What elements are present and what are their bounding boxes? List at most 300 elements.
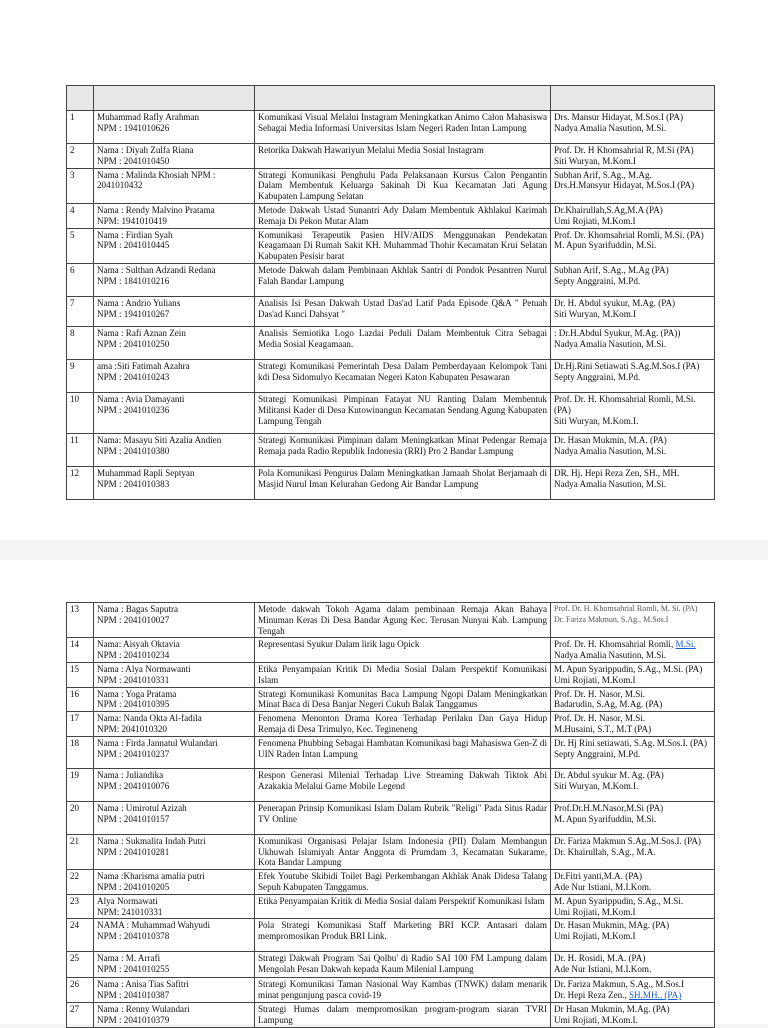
- student-name: Nama : Umirotul Azizah: [97, 802, 187, 813]
- advisor-text: Siti Wuryan, M.Kom.I.: [554, 780, 639, 791]
- advisors-cell: [551, 870, 715, 895]
- thesis-table-2: [66, 602, 715, 1028]
- student-cell: [94, 203, 255, 228]
- advisors-cell: [551, 603, 715, 638]
- student-name: Nama : Andrio Yulians: [97, 297, 181, 308]
- advisor-name: [554, 882, 711, 893]
- advisor-name: [554, 738, 711, 749]
- student-name: Nama: Aisyah Oktavia: [97, 639, 180, 650]
- advisors-cell: [551, 801, 715, 834]
- advisor-name: [554, 479, 711, 490]
- advisor-name: [554, 931, 711, 942]
- advisor-name: [554, 112, 711, 123]
- table-row: [67, 978, 715, 1003]
- advisor-text: Dr. Hj Rini setiawati, S.Ag. M.Sos.I. (PA): [554, 737, 708, 748]
- advisor-text: Drs.H.Mansyur Hidayat, M.Sos.I (PA): [554, 180, 695, 191]
- student-npm: NPM : 2041010445: [97, 240, 170, 251]
- advisor-name: [554, 205, 711, 216]
- advisor-name: [554, 145, 711, 156]
- table-row: [67, 768, 715, 801]
- student-name: Nama : M. Arrafi: [97, 953, 161, 964]
- thesis-title: Metode Dakwah Ustad Sunantri Ady Dalam Membentuk Akhlakul Karimah Remaja Di Pekon Mutar Alam: [255, 203, 551, 228]
- student-npm: NPM : 2041010450: [97, 155, 170, 166]
- student-npm: NPM : 2041010234: [97, 650, 170, 661]
- row-number: 23: [67, 894, 94, 919]
- table-row: [67, 263, 715, 296]
- advisor-name: [554, 847, 711, 858]
- student-npm: NPM: 241010331: [97, 906, 163, 917]
- student-npm: NPM : 1841010216: [97, 275, 170, 286]
- advisor-text: Siti Wuryan, M.Kom.I: [554, 308, 637, 319]
- advisors-cell: [551, 144, 715, 169]
- student-cell: [94, 228, 255, 263]
- student-name: Nama: Nanda Okta Al-fadila: [97, 713, 202, 724]
- row-number: 19: [67, 768, 94, 801]
- advisor-name: [554, 604, 711, 615]
- thesis-title: Fenomena Menonton Drama Korea Terhadap Perilaku Dan Gaya Hidup Remaja di Desa Trimulyo, Kec. Tegineneng: [255, 712, 551, 737]
- student-npm: NPM : 2041010157: [97, 813, 170, 824]
- advisor-link[interactable]: M.Si.: [675, 639, 696, 650]
- advisor-text: Prof. Dr. Khomsahrial Romli, M.Si. (PA): [554, 229, 704, 240]
- advisor-name: [554, 405, 711, 416]
- student-name: Nama : Rendy Malvino Pratama: [97, 204, 215, 215]
- advisor-name: [554, 675, 711, 686]
- advisor-name: [554, 664, 711, 675]
- advisor-text: Umi Rojiati, M.Kom.I: [554, 931, 636, 942]
- student-cell: [94, 433, 255, 466]
- thesis-title: Representasi Syukur Dalam lirik lagu Opick: [255, 638, 551, 663]
- thesis-title: Penerapan Prinsip Komunikasi Islam Dalam Rubrik "Religi" Pada Situs Radar TV Online: [255, 801, 551, 834]
- advisor-name: [554, 339, 711, 350]
- advisor-name: [554, 699, 711, 710]
- advisors-cell: [551, 326, 715, 359]
- student-name: Nama : Bagas Saputra: [97, 604, 179, 614]
- student-name: Nama : Firdian Syah: [97, 229, 173, 240]
- student-cell: [94, 952, 255, 978]
- advisor-name: [554, 276, 711, 287]
- advisors-cell: [551, 712, 715, 737]
- thesis-title: Strategi Komunikasi Pimpinan dalam Meningkatkan Minat Pedengar Remaja Remaja pada Radio Republik Indonesia (RRI) Pro 2 Bandar Lampung: [255, 433, 551, 466]
- student-cell: [94, 687, 255, 712]
- thesis-title: Etika Penyampaian Kritik Di Media Sosial Dalam Perspektif Komunikasi Islam: [255, 662, 551, 687]
- student-name: Muhammad Rapli Septyan: [97, 467, 195, 478]
- row-number: 27: [67, 1002, 94, 1027]
- thesis-title: Komunikasi Organisasi Pelajar Islam Indonesia (PII) Dalam Membangun Ukhuwah Islamiyah Antar Anggota di Prumdam 3, Kecamatan Sukarame, Kota Bandar Lampung: [255, 834, 551, 869]
- student-cell: [94, 662, 255, 687]
- row-number: 12: [67, 466, 94, 499]
- advisor-name: [554, 770, 711, 781]
- advisor-text: Prof. Dr. H. Nasor, M.Si.: [554, 713, 646, 724]
- table-row: [67, 736, 715, 768]
- table-row: [67, 392, 715, 433]
- thesis-title: Strategi Komunikasi Komunitas Baca Lampung Ngopi Dalam Meningkatkan Minat Baca di Desa Banjar Negeri Cukuh Balak Tanggamus: [255, 687, 551, 712]
- document-page-2: [0, 560, 768, 1024]
- advisor-name: [554, 240, 711, 251]
- thesis-table-1: [66, 85, 715, 500]
- advisor-name: [554, 416, 711, 427]
- advisor-name: [554, 615, 711, 626]
- student-name: Nama : Alya Normawanti: [97, 663, 191, 674]
- student-npm: NPM : 2041010383: [97, 478, 170, 489]
- thesis-title: Fenomena Phubbing Sebagai Hambatan Komunikasi bagi Mahasiswa Gen-Z di UIN Raden Intan Lampung: [255, 736, 551, 768]
- advisors-cell: [551, 834, 715, 869]
- advisors-cell: [551, 919, 715, 952]
- row-number: 4: [67, 203, 94, 228]
- advisor-name: [554, 230, 711, 241]
- table-row: [67, 834, 715, 869]
- advisors-cell: [551, 662, 715, 687]
- table-row: [67, 144, 715, 169]
- advisors-cell: [551, 768, 715, 801]
- thesis-title: Respon Generasi Milenial Terhadap Live Streaming Dakwah Tiktok Abi Azakakia Melalui Game Mobile Legend: [255, 768, 551, 801]
- advisor-name: [554, 361, 711, 372]
- student-cell: [94, 638, 255, 663]
- row-number: 18: [67, 736, 94, 768]
- thesis-title: Analisis Semiotika Logo Lazdai Peduli Dalam Membentuk Citra Sebagai Media Sosial Keagamaan.: [255, 326, 551, 359]
- table-row: [67, 603, 715, 638]
- advisors-cell: [551, 736, 715, 768]
- advisor-name: [554, 446, 711, 457]
- student-cell: [94, 736, 255, 768]
- row-number: 2: [67, 144, 94, 169]
- student-name: Nama : Firda Jannatul Wulandari: [97, 737, 218, 748]
- advisor-text: M. Apun Syarifuddin, M.Si.: [554, 240, 657, 251]
- advisor-text: Dr.Fitri yanti,M.A. (PA): [554, 871, 643, 882]
- advisors-cell: [551, 228, 715, 263]
- advisor-text: Dr. Hasan Mukmin, M.A. (PA): [554, 434, 667, 445]
- advisor-text: Dr. Hasan Mukmin, MAg. (PA): [554, 920, 670, 931]
- advisor-name: [554, 639, 711, 650]
- row-number: 10: [67, 392, 94, 433]
- table-row: [67, 228, 715, 263]
- advisors-cell: [551, 296, 715, 326]
- thesis-title: Strategi Komunikasi Pimpinan Fatayat NU Ranting Dalam Membentuk Militansi Kader di Desa Kutowinangun Kecamatan Sendang Agung Kabupaten Lampung Tengah: [255, 392, 551, 433]
- student-cell: [94, 359, 255, 392]
- table-header-row: [67, 86, 715, 111]
- table-row: [67, 801, 715, 834]
- advisor-text: Prof. Dr. H Khomsahrial R, M.Si (PA): [554, 145, 694, 155]
- thesis-title: Analisis Isi Pesan Dakwah Ustad Das'ad Latif Pada Episode Q&A " Petuah Das'ad Kunci Dahsyat ": [255, 296, 551, 326]
- table-row: [67, 870, 715, 895]
- advisor-text: Dr. H. Abdul syukur, M.Ag. (PA): [554, 297, 676, 308]
- advisor-text: Siti Wuryan, M.Kom.I.: [554, 415, 639, 426]
- advisors-cell: [551, 952, 715, 978]
- row-number: 16: [67, 687, 94, 712]
- student-name: Nama : Renny Wulandari: [97, 1003, 190, 1014]
- advisor-name: [554, 328, 711, 339]
- student-cell: [94, 712, 255, 737]
- student-cell: [94, 603, 255, 638]
- advisors-cell: [551, 203, 715, 228]
- student-name: Alya Normawati: [97, 895, 158, 906]
- thesis-title: Efek Youtube Skibidi Toilet Bagi Perkembangan Akhlak Anak Didesa Talang Sepuh Kabupaten Tanggamus.: [255, 870, 551, 895]
- advisors-cell: [551, 1002, 715, 1027]
- advisor-name: [554, 265, 711, 276]
- advisor-name: [554, 896, 711, 907]
- advisor-text: Nadya Amalia Nasution, M.Si.: [554, 338, 667, 349]
- thesis-title: Strategi Komunikasi Pemerintah Desa Dalam Pemberdayaan Kelompok Tani kdi Desa Sidomulyo Kecamatan Negeri Katon Kabupaten Pesawaran: [255, 359, 551, 392]
- table-row: [67, 894, 715, 919]
- row-number: 25: [67, 952, 94, 978]
- student-npm: NPM : 2041010205: [97, 881, 170, 892]
- advisor-name: [554, 979, 711, 990]
- student-name: Nama :Kharisma amalia putri: [97, 871, 205, 882]
- row-number: 24: [67, 919, 94, 952]
- advisor-text: Siti Wuryan, M.Kom.I: [554, 155, 637, 166]
- header-cell: [551, 86, 715, 111]
- advisor-text: Umi Rojiati, M.Kom.I: [554, 674, 636, 685]
- advisor-text: Dr. Fariza Makmun S.Ag.,M.Sos.I. (PA): [554, 835, 701, 846]
- advisors-cell: [551, 894, 715, 919]
- advisor-name: [554, 298, 711, 309]
- table-row: [67, 359, 715, 392]
- row-number: 6: [67, 263, 94, 296]
- thesis-title: Etika Penyampaian Kritik di Media Sosial dalam Perspektif Komunikasi Islam: [255, 894, 551, 919]
- advisor-name: [554, 123, 711, 134]
- student-name: Nama : Sukmalita Indah Putri: [97, 835, 206, 846]
- advisor-text: Nadya Amalia Nasution, M.Si.: [554, 445, 667, 456]
- advisor-name: [554, 309, 711, 320]
- student-cell: [94, 870, 255, 895]
- table-row: [67, 662, 715, 687]
- student-name: Nama : Anisa Tias Safitri: [97, 979, 189, 990]
- student-npm: NPM : 2041010380: [97, 445, 170, 456]
- student-npm: NPM : 2041010236: [97, 404, 170, 415]
- advisor-name: [554, 216, 711, 227]
- advisor-text: Prof. Dr. H. Khomsahrial Romli,: [554, 639, 676, 650]
- advisor-name: [554, 170, 711, 181]
- student-name: Muhammad Rafly Arahman: [97, 112, 200, 122]
- thesis-title: Retorika Dakwah Hawariyun Melalui Media Sosial Instagram: [255, 144, 551, 169]
- row-number: 15: [67, 662, 94, 687]
- table-row: [67, 203, 715, 228]
- student-cell: [94, 326, 255, 359]
- advisor-name: [554, 372, 711, 383]
- student-npm: NPM : 2041010027: [97, 614, 170, 625]
- advisor-name: [554, 156, 711, 167]
- header-cell: [67, 86, 94, 111]
- thesis-title: Strategi Komunikasi Taman Nasional Way Kambas (TNWK) dalam menarik minat pengunjung pasca covid-19: [255, 978, 551, 1003]
- advisors-cell: [551, 466, 715, 499]
- advisor-text: Umi Rojiati, M.Kom.I: [554, 906, 636, 917]
- advisor-name: [554, 689, 711, 700]
- advisor-link[interactable]: SH.MH., (PA): [629, 990, 682, 1001]
- student-cell: [94, 768, 255, 801]
- header-cell: [94, 86, 255, 111]
- advisor-text: Dr. Abdul syukur M. Ag. (PA): [554, 769, 664, 780]
- advisors-cell: [551, 687, 715, 712]
- student-npm: NPM: 1941010419: [97, 215, 167, 226]
- advisor-text: Prof. Dr. H. Nasor, M.Si.: [554, 688, 646, 699]
- student-name: Nama : Malinda Khosiah NPM :: [97, 169, 216, 180]
- advisor-text: Ade Nur Istiani, M.I.Kom.: [554, 881, 652, 892]
- advisor-text: Badarudin, S.Ag, M.Ag. (PA): [554, 699, 663, 710]
- student-cell: [94, 296, 255, 326]
- advisors-cell: [551, 168, 715, 203]
- row-number: 20: [67, 801, 94, 834]
- student-name: NAMA : Muhammad Wahyudi: [97, 920, 211, 931]
- advisors-cell: [551, 978, 715, 1003]
- thesis-title: Komunikasi Visual Melalui Instagram Meningkatkan Animo Calon Mahasiswa Sebagai Media Informasi Universitas Islam Negeri Raden Intan Lampung: [255, 111, 551, 144]
- student-npm: NPM : 2041010331: [97, 674, 170, 685]
- table-row: [67, 466, 715, 499]
- student-cell: [94, 263, 255, 296]
- student-npm: NPM : 2041010243: [97, 371, 170, 382]
- advisor-name: [554, 964, 711, 975]
- advisor-text: Dr. Khairullah, S.Ag., M.A.: [554, 846, 656, 857]
- student-cell: [94, 1002, 255, 1027]
- advisor-text: Subhan Arif, S.Ag., M.Ag (PA): [554, 264, 669, 275]
- student-npm: NPM : 2041010379: [97, 1014, 170, 1025]
- advisor-name: [554, 836, 711, 847]
- advisor-text: Drs. Mansur Hidayat, M.Sos.I (PA): [554, 112, 683, 122]
- table-row: [67, 952, 715, 978]
- student-npm: NPM : 2041010387: [97, 990, 170, 1001]
- student-cell: [94, 111, 255, 144]
- advisor-text: Umi Rojiati, M.Kom.I.: [554, 1014, 638, 1025]
- advisor-text: Dr Hasan Mukmin, M.Ag. (PA): [554, 1003, 670, 1014]
- advisor-text: Prof. Dr. H. Khomsahrial Romli, M. Si. (PA): [554, 604, 698, 613]
- table-row: [67, 919, 715, 952]
- advisor-text: M. Apun Syarifuddin, M.Si.: [554, 813, 657, 824]
- advisor-text: Dr.Khairullah,S.Ag,M.A (PA): [554, 204, 663, 215]
- table-row: [67, 296, 715, 326]
- student-cell: [94, 466, 255, 499]
- advisor-text: Septy Anggraini, M.Pd.: [554, 275, 641, 286]
- student-npm: NPM : 2041010076: [97, 780, 170, 791]
- thesis-title: Strategi Komunikasi Penghulu Pada Pelaksanaan Kursus Calon Pengantin Dalam Membentuk Keluarga Sakinah Di Kua Kecamatan Jati Agung Kabupaten Lampung Selatan: [255, 168, 551, 203]
- advisor-name: [554, 907, 711, 918]
- advisor-text: (PA): [554, 404, 571, 415]
- thesis-title: Strategi Dakwah Program 'Sai Qolbu' di Radio SAI 100 FM Lampung dalam Mengolah Pesan Dakwah kepada Kaum Milenial Lampung: [255, 952, 551, 978]
- student-cell: [94, 919, 255, 952]
- student-name: Nama : Avia Damayanti: [97, 393, 185, 404]
- student-npm: NPM : 2041010378: [97, 931, 170, 942]
- advisor-name: [554, 180, 711, 191]
- table-row: [67, 638, 715, 663]
- student-cell: [94, 144, 255, 169]
- advisor-name: [554, 713, 711, 724]
- advisor-text: Dr. H. Rosidi, M.A. (PA): [554, 953, 646, 964]
- student-npm: NPM : 2041010395: [97, 699, 170, 710]
- advisor-name: [554, 1004, 711, 1015]
- row-number: 17: [67, 712, 94, 737]
- table-row: [67, 433, 715, 466]
- advisor-name: [554, 781, 711, 792]
- student-name: Nama : Yoga Pratama: [97, 688, 177, 699]
- advisor-text: Septy Anggraini, M.Pd.: [554, 748, 641, 759]
- row-number: 26: [67, 978, 94, 1003]
- advisors-cell: [551, 638, 715, 663]
- table-row: [67, 712, 715, 737]
- student-name: Nama: Masayu Siti Azalia Andien: [97, 434, 222, 445]
- advisor-text: DR. Hj. Hepi Reza Zen, SH., MH.: [554, 467, 680, 478]
- row-number: 7: [67, 296, 94, 326]
- table-row: [67, 687, 715, 712]
- table-row: [67, 1002, 715, 1027]
- student-cell: [94, 834, 255, 869]
- student-cell: [94, 168, 255, 203]
- row-number: 5: [67, 228, 94, 263]
- thesis-title: Metode dakwah Tokoh Agama dalam pembinaan Remaja Akan Bahaya Minuman Keras Di Desa Bandar Agung Kec. Terusan Nunyai Kab. Lampung Tengah: [255, 603, 551, 638]
- student-npm: NPM: 2041010320: [97, 723, 167, 734]
- row-number: 3: [67, 168, 94, 203]
- student-name: Nama : Rafi Aznan Zein: [97, 327, 186, 338]
- row-number: 9: [67, 359, 94, 392]
- advisor-text: Septy Anggraini, M.Pd.: [554, 371, 641, 382]
- thesis-title: Metode Dakwah dalam Pembinaan Akhlak Santri di Pondok Pesantren Nurul Falah Bandar Lampung: [255, 263, 551, 296]
- advisor-name: [554, 920, 711, 931]
- student-cell: [94, 392, 255, 433]
- advisor-name: [554, 724, 711, 735]
- advisor-text: Prof. Dr. H. Khomsahrial Romli, M.Si.: [554, 393, 696, 404]
- advisors-cell: [551, 392, 715, 433]
- row-number: 8: [67, 326, 94, 359]
- student-npm: NPM : 2041010237: [97, 748, 170, 759]
- advisor-text: Ade Nur Istiani, M.I.Kom.: [554, 964, 652, 975]
- advisor-text: Prof.Dr.H.M.Nasor,M.Si (PA): [554, 802, 664, 813]
- advisor-text: Dr. Fariza Makmun, S.Ag., M.Sos.I: [554, 614, 669, 624]
- advisor-text: Subhan Arif, S.Ag., M.Ag.: [554, 169, 652, 180]
- student-name: Nama : Sulthan Adzandi Redana: [97, 264, 216, 275]
- advisor-text: Nadya Amalia Nasution, M.Si.: [554, 650, 667, 661]
- advisor-name: [554, 953, 711, 964]
- row-number: 1: [67, 111, 94, 144]
- thesis-title: Strategi Humas dalam mempromosikan program-program siaran TVRI Lampung: [255, 1002, 551, 1027]
- advisor-text: Dr.Hj.Rini Setiawati S.Ag.M.Sos.I (PA): [554, 360, 700, 371]
- table-row: [67, 326, 715, 359]
- thesis-title: Komunikasi Terapeutik Pasien HIV/AIDS Menggunakan Pendekatan Keagamaan Di Rumah Sakit KH. Muhammad Thohir Kecamatan Krui Selatan Kabupaten Pesisir barat: [255, 228, 551, 263]
- student-npm: 2041010432: [97, 180, 143, 191]
- advisor-text: M. Apun Syarippudin, S.Ag., M.Si. (PA): [554, 663, 703, 674]
- advisor-name: [554, 749, 711, 760]
- advisor-name: [554, 650, 711, 661]
- student-cell: [94, 978, 255, 1003]
- student-npm: NPM : 1941010267: [97, 308, 170, 319]
- advisor-text: Nadya Amalia Nasution, M.Si.: [554, 478, 667, 489]
- advisor-text: Umi Rojiati, M.Kom.I: [554, 215, 636, 226]
- advisors-cell: [551, 359, 715, 392]
- row-number: 21: [67, 834, 94, 869]
- advisor-name: [554, 803, 711, 814]
- advisor-name: [554, 394, 711, 405]
- advisors-cell: [551, 433, 715, 466]
- advisor-text: Nadya Amalia Nasution, M.Si.: [554, 122, 667, 133]
- row-number: 11: [67, 433, 94, 466]
- advisor-text: M.Husaini, S.T., M.T (PA): [554, 723, 652, 734]
- advisor-text: M. Apun Syarippudin, S.Ag., M.Si.: [554, 895, 684, 906]
- student-npm: NPM : 1941010626: [97, 122, 170, 133]
- advisor-name: [554, 435, 711, 446]
- row-number: 22: [67, 870, 94, 895]
- student-npm: NPM : 2041010255: [97, 964, 170, 975]
- advisor-text: Dr. Fariza Makmun, S.Ag., M.Sos.I: [554, 979, 685, 990]
- table-row: [67, 168, 715, 203]
- row-number: 13: [67, 603, 94, 638]
- advisors-cell: [551, 111, 715, 144]
- student-name: Nama : Diyah Zulfa Riana: [97, 145, 194, 155]
- table-row: [67, 111, 715, 144]
- advisor-text: Dr. Hepi Reza Zen.,: [554, 990, 629, 1001]
- thesis-title: Pola Komunikasi Pengurus Dalam Meningkatkan Jamaah Sholat Berjamaah di Masjid Nurul Iman Kelurahan Gedong Air Bandar Lampung: [255, 466, 551, 499]
- student-npm: NPM : 2041010281: [97, 846, 170, 857]
- header-cell: [255, 86, 551, 111]
- student-cell: [94, 801, 255, 834]
- row-number: 14: [67, 638, 94, 663]
- thesis-title: Pola Strategi Komunikasi Staff Marketing BRI KCP. Antasari dalam mempromosikan Produk BRI Link.: [255, 919, 551, 952]
- student-name: ama :Siti Fatimah Azahra: [97, 360, 190, 371]
- advisor-text: : Dr.H.Abdul Syukur, M.Ag. (PA)): [554, 327, 681, 338]
